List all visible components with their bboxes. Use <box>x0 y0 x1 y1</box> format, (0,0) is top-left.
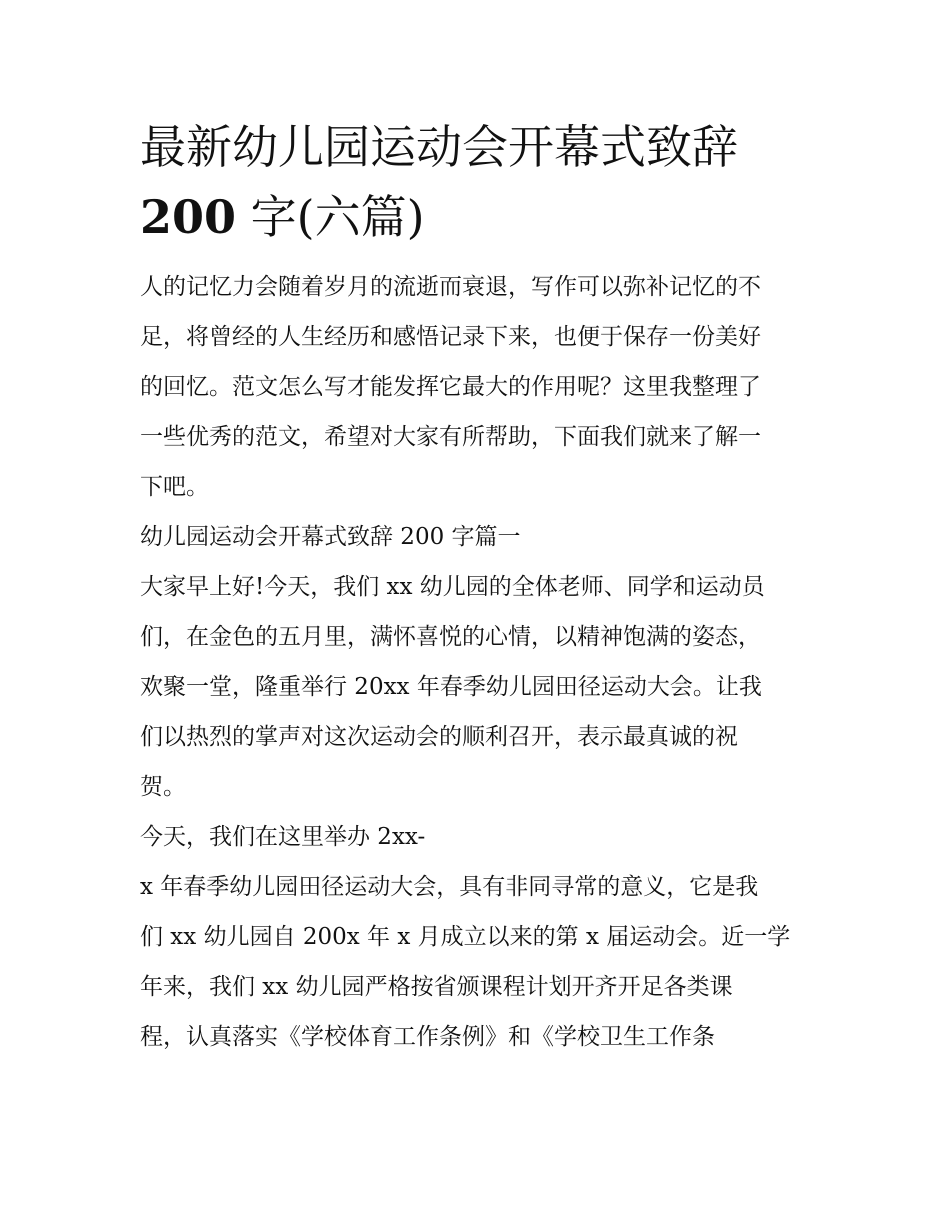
section-heading: 幼儿园运动会开幕式致辞 200 字篇一 <box>140 524 521 550</box>
title-text-2: 字(六篇) <box>236 190 425 244</box>
document-title-line-1 <box>140 112 820 182</box>
paragraph-block <box>140 262 820 1062</box>
text-line: 们，在金色的五月里，满怀喜悦的心情，以精神饱满的姿态， <box>140 624 761 650</box>
title-number: 200 <box>140 190 237 244</box>
text-line: 程，认真落实《学校体育工作条例》和《学校卫生工作条 <box>140 1024 715 1050</box>
text-line: 下吧。 <box>140 474 209 500</box>
text-line: 们以热烈的掌声对这次运动会的顺利召开，表示最真诚的祝 <box>140 724 738 750</box>
text-line: 们 xx 幼儿园自 200x 年 x 月成立以来的第 x 届运动会。近一学 <box>140 924 791 950</box>
text-line: 足，将曾经的人生经历和感悟记录下来，也便于保存一份美好 <box>140 324 761 350</box>
document-title-line-2 <box>140 182 820 252</box>
text-line: 的回忆。范文怎么写才能发挥它最大的作用呢？这里我整理了 <box>140 374 761 400</box>
text-line: x 年春季幼儿园田径运动大会，具有非同寻常的意义，它是我 <box>140 874 759 900</box>
text-line: 贺。 <box>140 774 186 800</box>
text-line: 人的记忆力会随着岁月的流逝而衰退，写作可以弥补记忆的不 <box>140 274 761 300</box>
text-line: 一些优秀的范文，希望对大家有所帮助，下面我们就来了解一 <box>140 424 761 450</box>
text-line: 大家早上好!今天，我们 xx 幼儿园的全体老师、同学和运动员 <box>140 574 765 600</box>
text-line: 今天，我们在这里举办 2xx- <box>140 824 426 850</box>
text-line: 欢聚一堂，隆重举行 20xx 年春季幼儿园田径运动大会。让我 <box>140 674 762 700</box>
document-body <box>140 112 820 1062</box>
title-text-1: 最新幼儿园运动会开幕式致辞 <box>140 120 738 174</box>
text-line: 年来，我们 xx 幼儿园严格按省颁课程计划开齐开足各类课 <box>140 974 733 1000</box>
